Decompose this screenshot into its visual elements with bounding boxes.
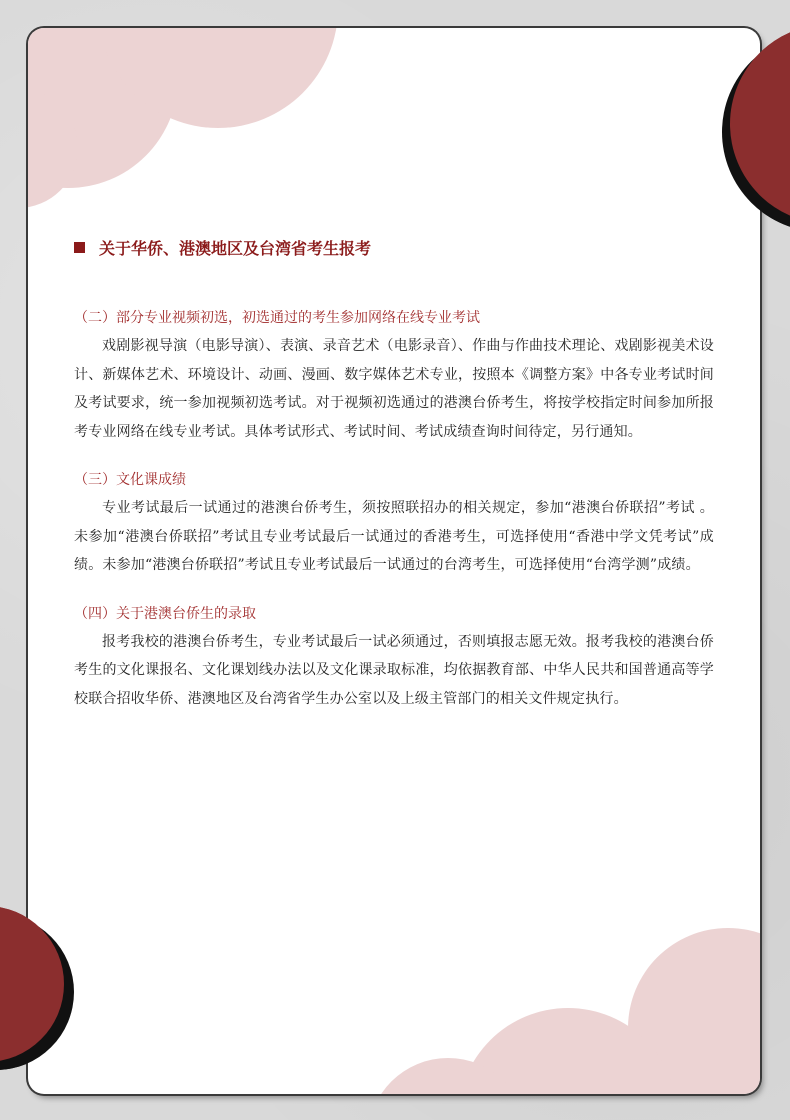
section-4-body: 报考我校的港澳台侨考生，专业考试最后一试必须通过，否则填报志愿无效。报考我校的港澳台侨考生的文化课报名、文化课划线办法以及文化课录取标准，均依据教育部、中华人民共和国普通高等学校联合招收华侨、港澳地区及台湾省学生办公室以及上级主管部门的相关文件规定执行。	[74, 633, 714, 707]
section-2-title: （二）部分专业视频初选，初选通过的考生参加网络在线专业考试	[74, 310, 480, 326]
pink-cloud-top-left	[28, 28, 338, 208]
section-3-body: 专业考试最后一试通过的港澳台侨考生，须按照联招办的相关规定，参加“港澳台侨联招”考试 。未参加“港澳台侨联招”考试且专业考试最后一试通过的香港考生，可选择使用“香港中学文凭考试”成绩。未参加“港澳台侨联招”考试且专业考试最后一试通过的台湾考生，可选择使用“台湾学测”成绩。	[74, 500, 714, 573]
document-content	[74, 232, 714, 713]
section-2	[74, 304, 714, 446]
section-2-body: 戏剧影视导演（电影导演）、表演、录音艺术（电影录音）、作曲与作曲技术理论、戏剧影视美术设计、新媒体艺术、环境设计、动画、漫画、数字媒体艺术专业，按照本《调整方案》中各专业考试时间及考试要求，统一参加视频初选考试。对于视频初选通过的港澳台侨考生，将按学校指定时间参加所报考专业网络在线专业考试。具体考试形式、考试时间、考试成绩查询时间待定，另行通知。	[74, 338, 714, 440]
section-4-title: （四）关于港澳台侨生的录取	[74, 605, 256, 622]
square-bullet-icon	[74, 242, 85, 253]
heading-text: 关于华侨、港澳地区及台湾省考生报考	[99, 238, 372, 258]
section-3	[74, 466, 714, 580]
pink-cloud-bottom-right	[368, 928, 760, 1094]
section-4	[74, 600, 714, 714]
section-heading	[74, 232, 714, 262]
section-3-title: （三）文化课成绩	[74, 472, 186, 488]
